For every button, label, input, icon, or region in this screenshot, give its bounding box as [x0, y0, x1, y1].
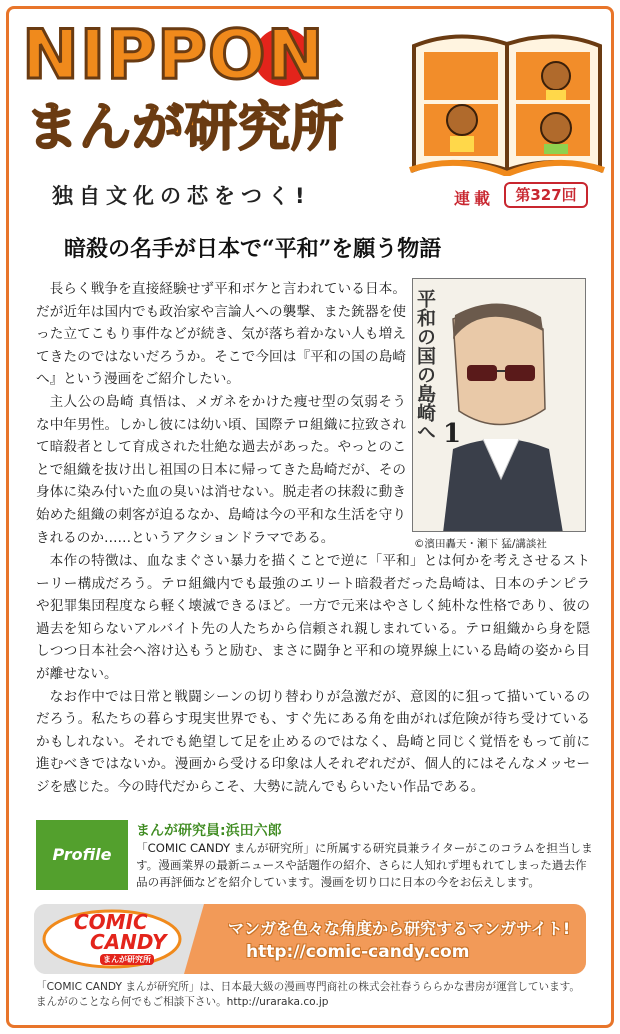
footer-line: 「COMIC CANDY まんが研究所」は、日本最大級の漫画専門商社の株式会社春うららかな書房が運営しています。 [36, 981, 581, 993]
cover-volume: 1 [443, 419, 462, 449]
profile-badge: Profile [36, 820, 128, 890]
logo-manga-lab: まんが研究所 [26, 98, 345, 158]
profile-description: 「COMIC CANDY まんが研究所」に所属する研究員兼ライターがこのコラムを担当します。漫画業界の最新ニュースや話題作の紹介、さらに人知れず埋もれてしまった過去作品の再評価などを紹介しています。漫画を切り口に日本の今をお伝えします。 [136, 841, 593, 889]
site-logo [22, 16, 412, 180]
banner-tagline: マンガを色々な角度から研究するマンガサイト! [228, 919, 571, 938]
logo-nippon: NIPPON [22, 16, 325, 95]
banner-url-link[interactable]: http://comic-candy.com [246, 942, 470, 962]
paragraph: 長らく戦争を直接経験せず平和ボケと言われている日本。だが近年は国内でも政治家や言論人への襲撃、また銃器を使った立てこもり事件などが続き、気が落ち着かない人も増えてきたのではないだろうか。そこで今回は『平和の国の島崎へ』という漫画をご紹介したい。 [36, 281, 406, 388]
logo-text-candy: CANDY [90, 930, 167, 954]
series-label: 連載 [454, 189, 495, 208]
paragraph: なお作中では日常と戦闘シーンの切り替わりが急激だが、意図的に狙って描いているのだろう。私たちの暮らす現実世界でも、すぐ先にある角を曲がれば危険が待ち受けているかもしれない。それでも絶望して足を止めるのではなく、島崎と同じく覚悟をもって前に進むべきではないか。漫画から受ける印象は人それぞれだが、個人的にはそんなメッセージを感じた。今の時代だからこそ、大勢に読んでもらいたい作品である。 [36, 688, 590, 795]
profile-name: まんが研究員:浜田六郎 [136, 823, 282, 839]
footer-note [36, 980, 596, 1010]
cover-copyright: ©濱田轟天・瀬下 猛/講談社 [414, 538, 547, 550]
issue-badge: 第327回 [504, 182, 588, 208]
article-body-left [36, 278, 406, 549]
paragraph: 本作の特徴は、血なまぐさい暴力を描くことで逆に「平和」とは何かを考えさせるストーリー構成だろう。テロ組織内でも最強のエリート暗殺者だった島崎は、日本のチンピラや犯罪集団程度なら軽く壊滅できるほど。一方で元来はやさしく純朴な性格であり、彼の過去を知らないアルバイト先の人たちから信頼され親しまれている。テロ組織から身を隠しつつ日本社会へ溶け込もうと励む、まさに闘争と平和の境界線上にいる島崎の姿から目が離せない。 [36, 553, 590, 682]
paragraph: 主人公の島崎 真悟は、メガネをかけた痩せ型の気弱そうな中年男性。しかし彼には幼い頃、国際テロ組織に拉致されて暗殺者として育成された壮絶な過去があった。やっとのことで組織を抜け出し祖国の日本に帰ってきた島崎だが、その身体に染み付いた血の臭いは消せない。脱走者の抹殺に動き始めた組織の刺客が迫るなか、島崎は今の平和な生活を守りきれるのか……というアクションドラマである。 [36, 393, 406, 546]
article-body-full [36, 550, 590, 799]
logo-text-comic: COMIC [74, 910, 148, 934]
manga-cover-image [412, 278, 586, 532]
open-book-illustration [408, 24, 606, 176]
character-icon [447, 105, 477, 135]
comic-candy-banner[interactable] [34, 904, 586, 974]
logo-subtext: まんが研究所 [100, 954, 154, 965]
footer-line: まんがのことなら何でもご相談下さい。http://uraraka.co.jp [36, 996, 329, 1008]
article-title: 暗殺の名手が日本で“平和”を願う物語 [64, 236, 442, 262]
tagline: 独自文化の芯をつく! [52, 184, 311, 208]
cover-title: 平和の国の島崎へ [414, 289, 436, 441]
